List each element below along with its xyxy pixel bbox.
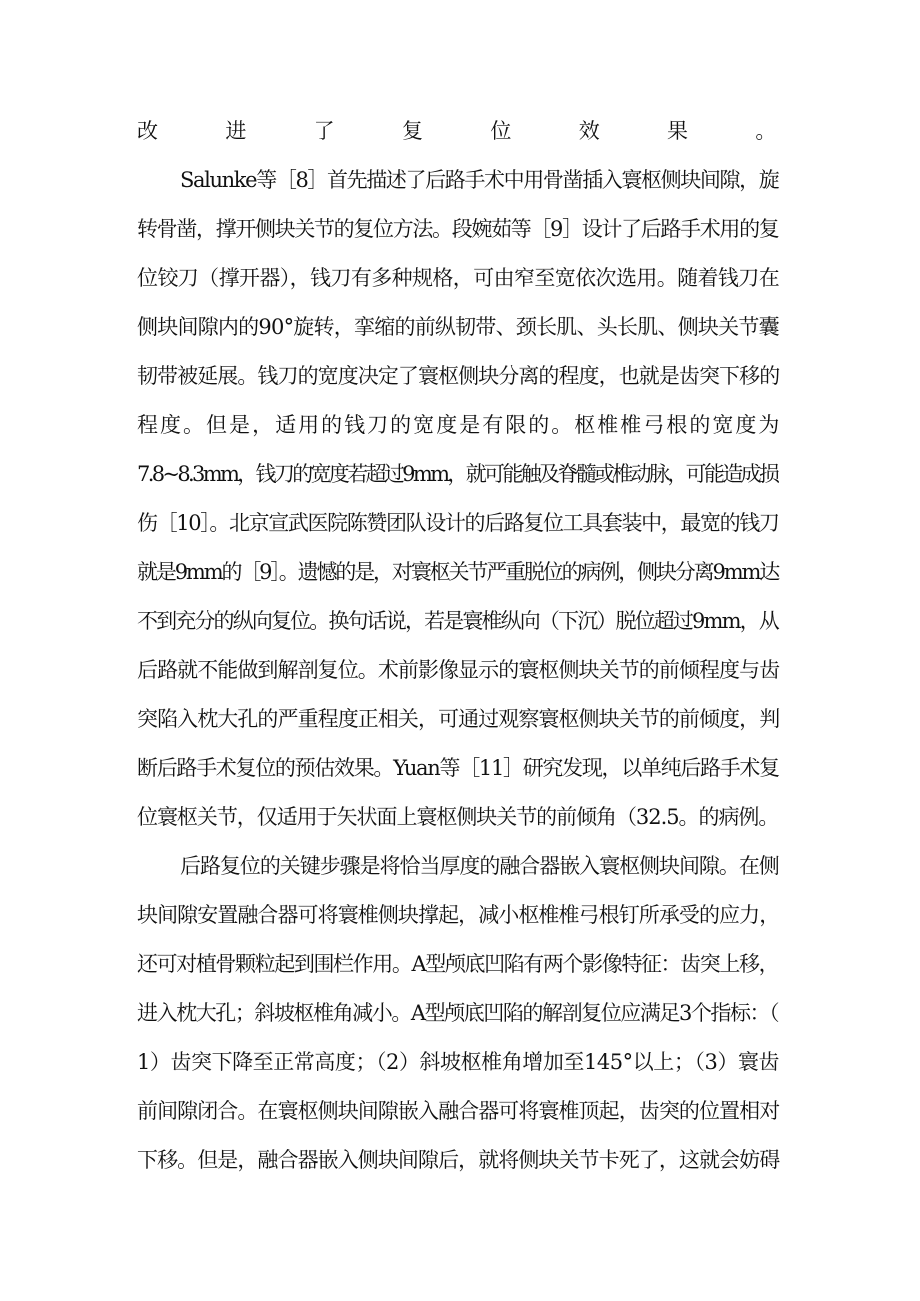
text-line: 7.8~8.3mm，钱刀的宽度若超过9mm，就可能触及脊髓或椎动脉，可能造成损 <box>137 462 778 486</box>
text-line: Salunke等［8］首先描述了后路手术中用骨凿插入寰枢侧块间隙，旋 <box>180 168 779 192</box>
text-line: 还可对植骨颗粒起到围栏作用。A型颅底凹陷有两个影像特征：齿突上移， <box>137 952 779 976</box>
text-line: 位铰刀（撑开器），钱刀有多种规格，可由窄至宽依次选用。随着钱刀在 <box>137 266 780 290</box>
text-line: 伤［10］。北京宣武医院陈赞团队设计的后路复位工具套装中，最宽的钱刀 <box>137 511 779 535</box>
text-line: 位寰枢关节，仅适用于矢状面上寰枢侧块关节的前倾角（32.5。的病例。 <box>137 805 779 829</box>
text-line: 进入枕大孔；斜坡枢椎角减小。A型颅底凹陷的解剖复位应满足3个指标：（ <box>137 1001 779 1025</box>
text-line: 不到充分的纵向复位。换句话说，若是寰椎纵向（下沉）脱位超过9mm，从 <box>137 609 778 633</box>
text-line: 后路复位的关键步骤是将恰当厚度的融合器嵌入寰枢侧块间隙。在侧 <box>180 854 779 878</box>
text-line: 断后路手术复位的预估效果。Yuan等［11］研究发现，以单纯后路手术复 <box>137 756 779 780</box>
text-line: 1）齿突下降至正常高度；（2）斜坡枢椎角增加至145°以上；（3）寰齿 <box>137 1050 780 1074</box>
text-line: 块间隙安置融合器可将寰椎侧块撑起，减小枢椎椎弓根钉所承受的应力， <box>137 903 780 927</box>
text-line: 突陷入枕大孔的严重程度正相关，可通过观察寰枢侧块关节的前倾度，判 <box>137 707 780 731</box>
text-line: 就是9mm的［9］。遗憾的是，对寰枢关节严重脱位的病例，侧块分离9mm达 <box>137 560 779 584</box>
text-line: 下移。但是，融合器嵌入侧块间隙后，就将侧块关节卡死了，这就会妨碍 <box>137 1148 780 1172</box>
text-line: 后路就不能做到解剖复位。术前影像显示的寰枢侧块关节的前倾程度与齿 <box>137 658 780 682</box>
text-line: 转骨凿，撑开侧块关节的复位方法。段婉茹等［9］设计了后路手术用的复 <box>137 217 779 241</box>
text-line: 韧带被延展。钱刀的宽度决定了寰枢侧块分离的程度，也就是齿突下移的 <box>137 364 780 388</box>
text-line: 改进了复位效果。 <box>137 119 844 143</box>
text-line: 侧块间隙内的90°旋转，挛缩的前纵韧带、颈长肌、头长肌、侧块关节囊 <box>137 315 779 339</box>
text-line: 前间隙闭合。在寰枢侧块间隙嵌入融合器可将寰椎顶起，齿突的位置相对 <box>137 1099 780 1123</box>
text-line: 程度。但是，适用的钱刀的宽度是有限的。枢椎椎弓根的宽度为 <box>137 413 782 437</box>
